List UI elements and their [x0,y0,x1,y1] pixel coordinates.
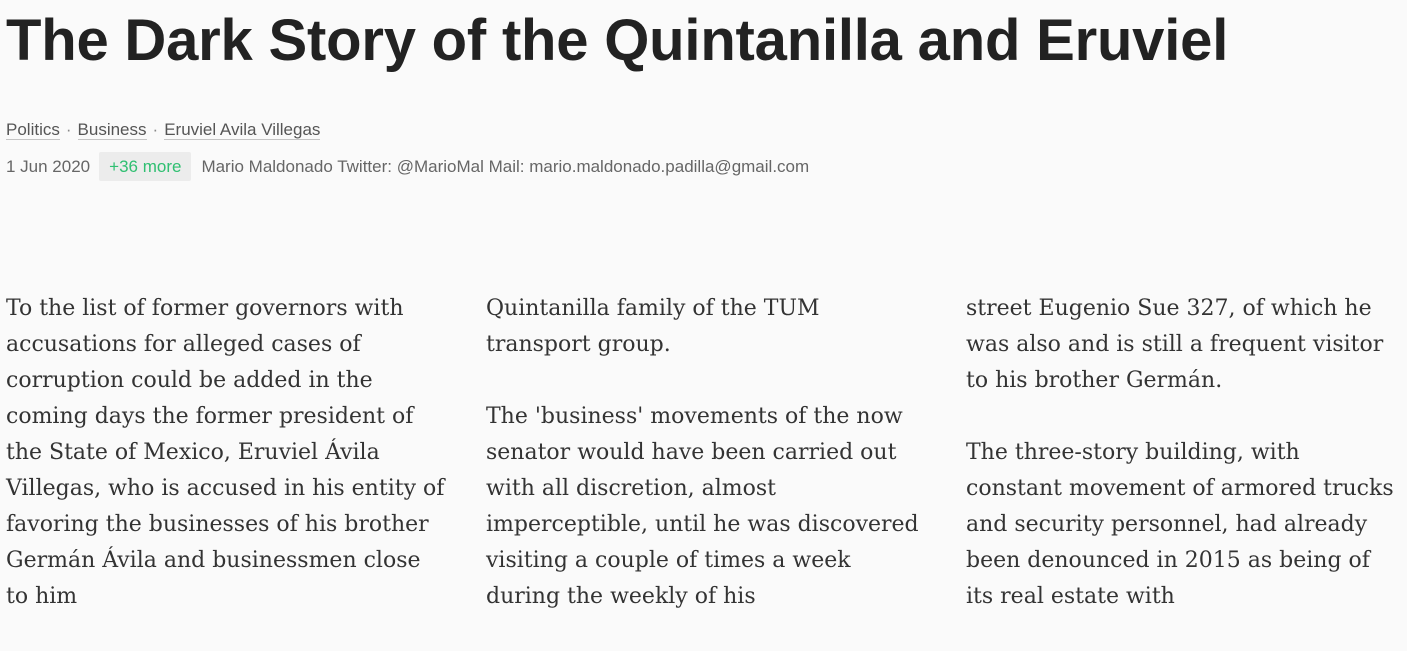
publish-date: 1 Jun 2020 [6,157,91,176]
more-tags-button[interactable]: +36 more [99,152,191,181]
paragraph: The three-story building, with constant movement of armored trucks and security personnel, had already been denounced in 2015 as being of its real estate with [966,440,1394,609]
tag-eruviel-avila-villegas[interactable]: Eruviel Avila Villegas [164,120,321,139]
tag-business[interactable]: Business [77,120,147,139]
paragraph: street Eugenio Sue 327, of which he was also and is still a frequent visitor to his brother Germán. [966,296,1384,393]
tag-separator: · [152,120,159,139]
paragraph: To the list of former governors with accusations for alleged cases of corruption could be added in the coming days the former president of the State of Mexico, Eruviel Ávila Villegas, who is accused in his entity of favoring the businesses of his brother Germán Ávila and businessmen close to him [6,296,445,609]
tag-separator: · [65,120,72,139]
body-column-1 [6,291,446,651]
body-column-2 [486,291,926,651]
paragraph: The 'business' movements of the now senator would have been carried out with all discretion, almost imperceptible, until he was discovered visiting a couple of times a week during the weekly of his [486,404,919,609]
article-title: The Dark Story of the Quintanilla and Eruviel [6,8,1229,73]
paragraph: Quintanilla family of the TUM transport group. [486,296,820,357]
body-column-3 [966,291,1402,651]
tag-politics[interactable]: Politics [6,120,60,139]
author-line: Mario Maldonado Twitter: @MarioMal Mail: mario.maldonado.padilla@gmail.com [201,157,810,176]
